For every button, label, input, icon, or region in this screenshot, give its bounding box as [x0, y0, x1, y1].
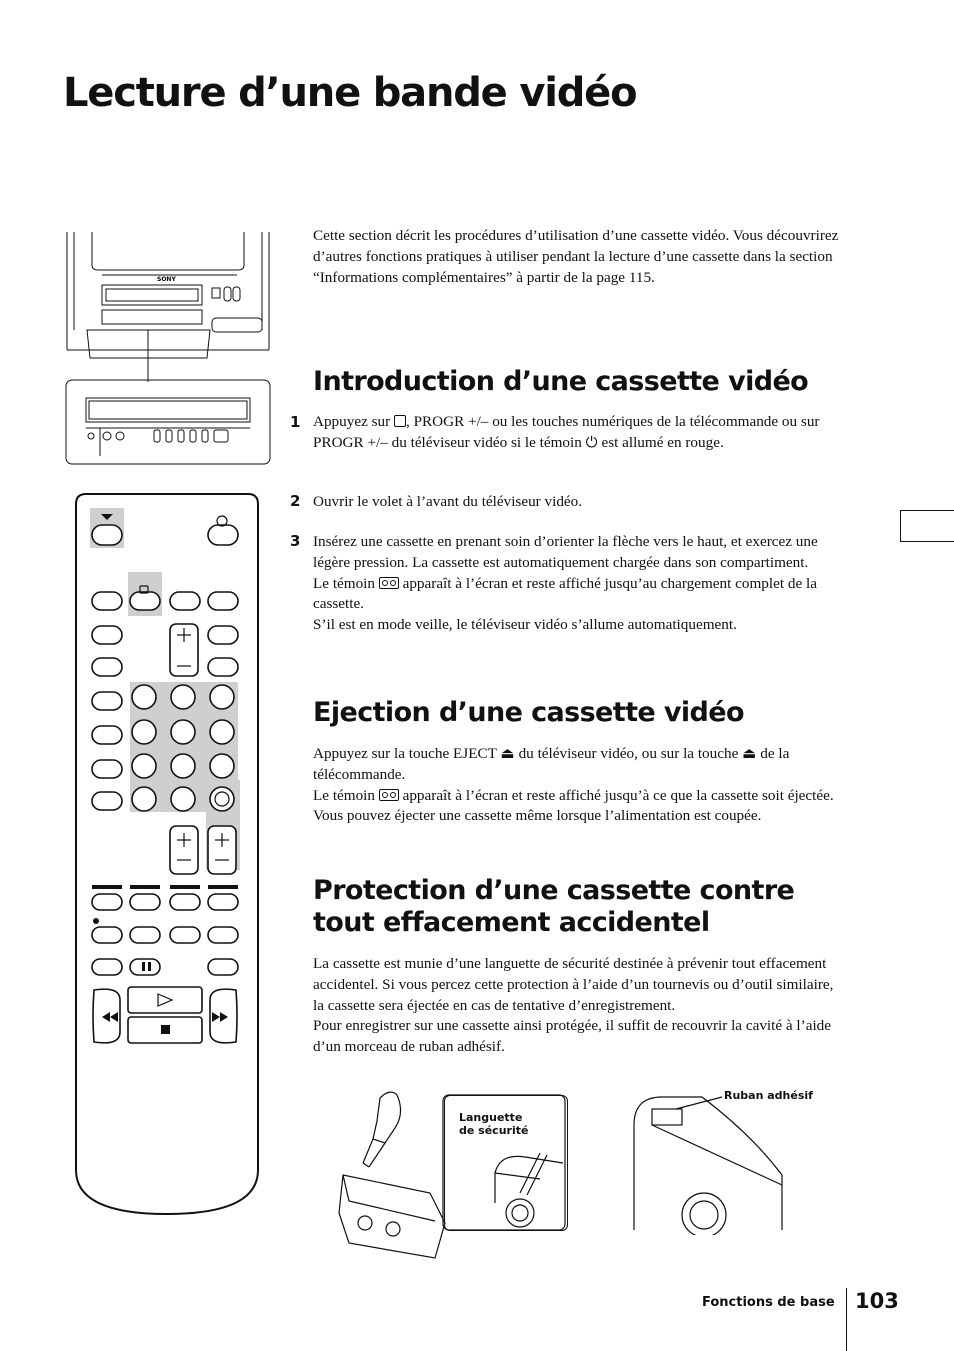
- step-number-3: 3: [290, 532, 301, 550]
- remote-control-illustration: [72, 490, 262, 1220]
- eject-icon: ⏏: [742, 745, 757, 762]
- footer-divider: [846, 1288, 847, 1351]
- page-title: Lecture d’une bande vidéo: [63, 70, 637, 116]
- heading-introduction: Introduction d’une cassette vidéo: [313, 366, 809, 397]
- ejection-text: Appuyez sur la touche EJECT ⏏ du téléviseur vidéo, ou sur la touche ⏏ de la télécommande. Le témoin apparaît à l’écran et reste affiché jusqu’à ce que la cassette soit éjectée. Vous pouvez éjecter une cassette même lorsque l’alimentation est coupée.: [313, 745, 834, 825]
- cassette-icon: [379, 577, 399, 589]
- cassette-tape-illustration: [632, 1095, 787, 1235]
- eject-icon: ⏏: [500, 745, 515, 762]
- tv-illustration: [62, 230, 274, 470]
- tv-av-icon: [394, 415, 406, 427]
- footer-section-name: Fonctions de base: [702, 1295, 835, 1310]
- section-tab-marker: [900, 510, 954, 542]
- step-3-text: Insérez une cassette en prenant soin d’orienter la flèche vers le haut, et exercez une légère pression. La cassette est automatiquement chargée dans son compartiment. Le témoin apparaît à l’écran et reste affiché jusqu’au chargement complet de la cassette. S’il est en mode veille, le téléviseur vidéo s’allume automatiquement.: [313, 533, 818, 634]
- step-number-1: 1: [290, 413, 301, 431]
- step-2-text: Ouvrir le volet à l’avant du téléviseur vidéo.: [313, 493, 583, 510]
- label-languette: Languette de sécurité: [459, 1111, 529, 1137]
- cassette-icon: [379, 789, 399, 801]
- power-icon: ⏻: [585, 433, 598, 451]
- step-1-text: Appuyez sur , PROGR +/– ou les touches numériques de la télécommande ou sur PROGR +/– du téléviseur vidéo si le témoin ⏻ est allumé en rouge.: [313, 413, 820, 451]
- page-number: 103: [855, 1289, 899, 1313]
- protection-text: La cassette est munie d’une languette de sécurité destinée à prévenir tout effacement accidentel. Si vous percez cette protection à l’aide d’un tournevis ou d’outil similaire, la cassette sera éjectée en cas de tentative d’enregistrement. Pour enregistrer sur une cassette ainsi protégée, il suffit de recouvrir la cavité à l’aide d’un morceau de ruban adhésif.: [313, 955, 834, 1056]
- heading-ejection: Ejection d’une cassette vidéo: [313, 697, 744, 728]
- heading-protection: Protection d’une cassette contre tout effacement accidentel: [313, 875, 795, 938]
- label-ruban-adhesif: Ruban adhésif: [724, 1089, 813, 1102]
- tv-brand: SONY: [157, 276, 176, 283]
- intro-paragraph: Cette section décrit les procédures d’utilisation d’une cassette vidéo. Vous découvrirez d’autres fonctions pratiques à utiliser pendant la lecture d’une cassette dans la section “Informations complémentaires” à partir de la page 115.: [313, 227, 839, 286]
- step-number-2: 2: [290, 492, 301, 510]
